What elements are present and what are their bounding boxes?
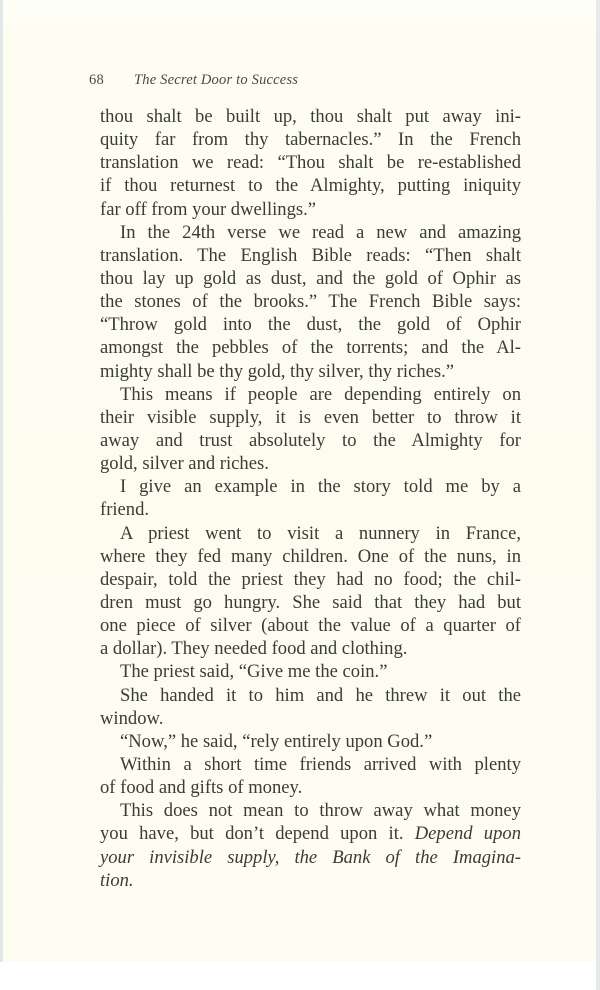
text-line: gold, silver and riches. bbox=[100, 453, 269, 475]
italic-run: Depend upon bbox=[414, 823, 521, 845]
roman-run: you have, but don’t depend upon it. bbox=[100, 823, 415, 845]
text-line-mixed bbox=[100, 822, 521, 845]
text-line: of food and gifts of money. bbox=[100, 777, 303, 799]
text-line: This means if people are depending entirely on bbox=[120, 383, 521, 405]
text-line: translation we read: “Thou shalt be re-established bbox=[100, 152, 521, 174]
book-title: The Secret Door to Success bbox=[134, 72, 299, 88]
text-line: The priest said, “Give me the coin.” bbox=[120, 661, 388, 683]
italic-run: your invisible supply, the Bank of the Imagina- bbox=[100, 846, 521, 868]
text-line: A priest went to visit a nunnery in France, bbox=[120, 522, 521, 544]
text-line-italic bbox=[100, 869, 521, 892]
text-line: thou lay up gold as dust, and the gold of Ophir as bbox=[100, 267, 521, 289]
body-text bbox=[100, 105, 521, 892]
text-line: mighty shall be thy gold, thy silver, thy riches.” bbox=[100, 360, 455, 382]
text-line: amongst the pebbles of the torrents; and the Al- bbox=[100, 337, 521, 359]
scan-edge-right bbox=[596, 0, 600, 990]
text-line: far off from your dwellings.” bbox=[100, 198, 317, 220]
text-line: window. bbox=[100, 707, 164, 729]
text-line: friend. bbox=[100, 499, 150, 521]
text-line: I give an example in the story told me by a bbox=[120, 476, 521, 498]
italic-run: tion. bbox=[100, 869, 134, 891]
text-line: translation. The English Bible reads: “Then shalt bbox=[100, 244, 521, 266]
text-line: This does not mean to throw away what money bbox=[120, 800, 521, 822]
text-line: “Now,” he said, “rely entirely upon God.” bbox=[120, 730, 433, 752]
text-line: away and trust absolutely to the Almighty for bbox=[100, 429, 521, 451]
text-line: quity far from thy tabernacles.” In the French bbox=[100, 129, 521, 151]
text-line: thou shalt be built up, thou shalt put away ini- bbox=[100, 106, 521, 127]
text-line: one piece of silver (about the value of a quarter of bbox=[100, 615, 521, 637]
text-line: dren must go hungry. She said that they had but bbox=[100, 591, 521, 613]
text-line-italic bbox=[100, 846, 521, 869]
text-line: their visible supply, it is even better to throw it bbox=[100, 406, 521, 428]
text-line: In the 24th verse we read a new and amazing bbox=[120, 221, 521, 243]
running-head bbox=[89, 72, 298, 89]
page-number: 68 bbox=[89, 72, 104, 88]
text-line: a dollar). They needed food and clothing. bbox=[100, 638, 408, 660]
text-line: She handed it to him and he threw it out the bbox=[120, 684, 521, 706]
text-line: the stones of the brooks.” The French Bible says: bbox=[100, 291, 521, 313]
text-line: where they fed many children. One of the nuns, in bbox=[100, 545, 521, 567]
text-line: despair, told the priest they had no food; the chil- bbox=[100, 568, 521, 590]
text-line: if thou returnest to the Almighty, putting iniquity bbox=[100, 175, 521, 197]
text-line: Within a short time friends arrived with plenty bbox=[120, 753, 521, 775]
text-line: “Throw gold into the dust, the gold of Ophir bbox=[100, 314, 521, 336]
scan-margin-bottom bbox=[0, 962, 596, 990]
